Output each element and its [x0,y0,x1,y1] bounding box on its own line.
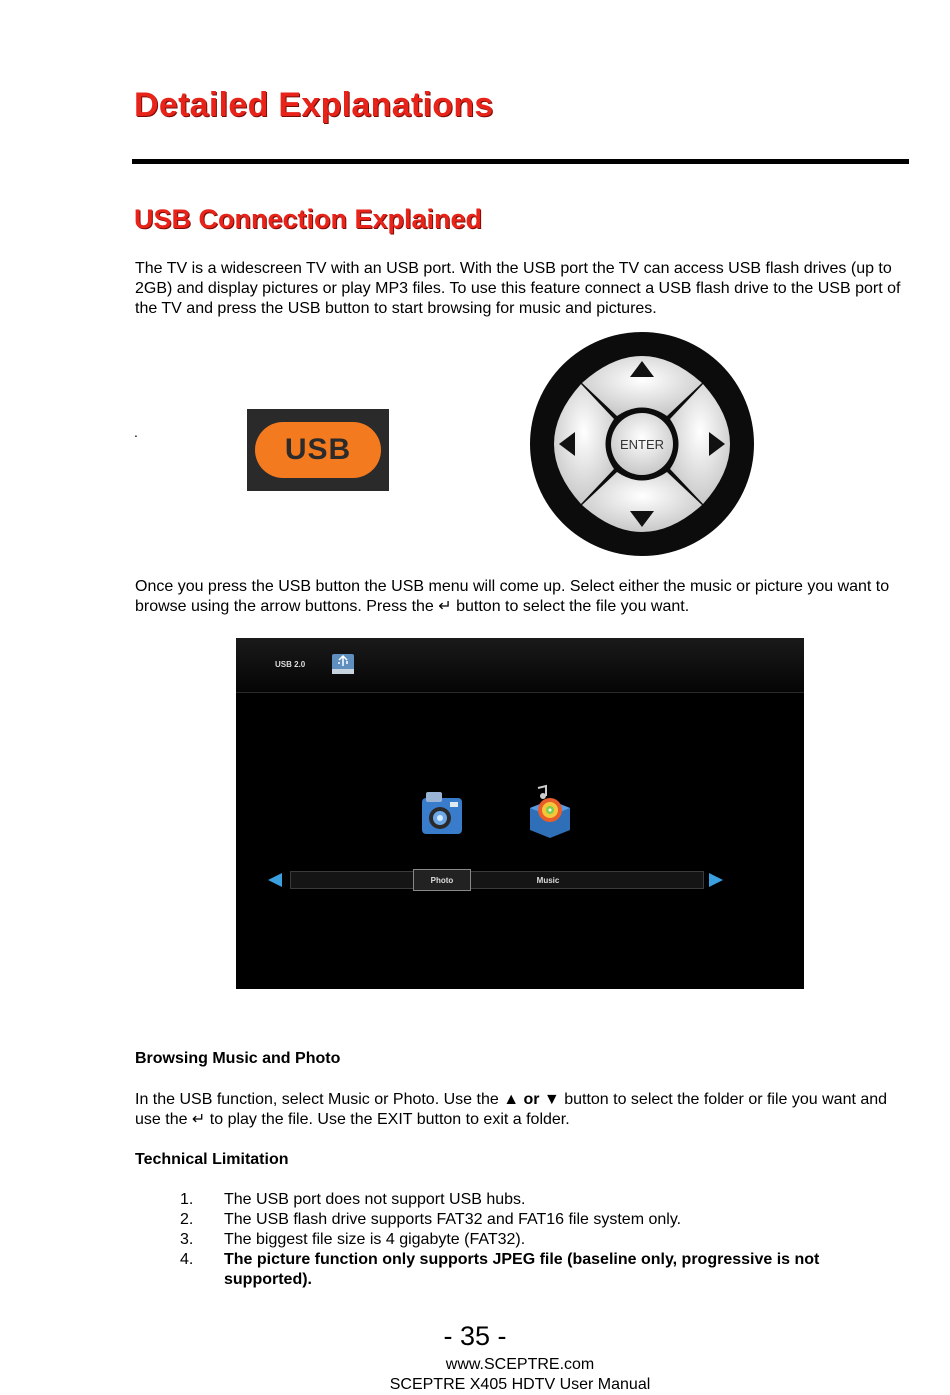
technical-heading: Technical Limitation [135,1151,289,1168]
list-item-number: 1. [180,1191,194,1208]
right-scroll-arrow-icon [707,872,725,888]
music-disc-icon [524,784,576,840]
dpad-remote-image [529,331,755,557]
photo-camera-icon [418,788,466,842]
usb-button [255,422,381,478]
browsing-text-before: In the USB function, select Music or Photo. Use the [135,1091,504,1108]
heading-divider [132,159,909,164]
footer-manual-title: SCEPTRE X405 HDTV User Manual [389,1376,651,1393]
menu-item-music: Music [536,876,560,885]
stray-dot: . [134,424,138,440]
browsing-heading: Browsing Music and Photo [135,1050,341,1067]
list-item-text: The USB flash drive supports FAT32 and FAT16 file system only. [224,1211,682,1228]
page-heading: Detailed Explanations [134,86,494,124]
list-item [180,1210,900,1230]
list-item-text: The biggest file size is 4 gigabyte (FAT32). [224,1231,526,1248]
screen-top-bar [236,638,804,693]
list-item-number: 2. [180,1211,194,1228]
list-item-text: The picture function only supports JPEG file (baseline only, progressive is not supported). [224,1251,820,1288]
technical-list [180,1190,900,1290]
menu-item-photo: Photo [430,876,454,885]
usb-menu-screenshot [236,638,804,989]
usb-button-label: USB [284,433,352,466]
list-item-number: 4. [180,1251,194,1268]
screen-title: USB 2.0 [275,660,306,669]
browsing-text-after: button to select the folder or file you want and use the ↵ to play the file. Use the EXIT button to exit a folder. [135,1091,888,1128]
browsing-paragraph [135,1090,905,1130]
section-title: USB Connection Explained [134,204,483,234]
dpad-enter-label: ENTER [619,437,665,452]
list-item [180,1190,900,1210]
usb-button-image [247,409,389,491]
list-item-text: The USB port does not support USB hubs. [224,1191,526,1208]
menu-bar [290,871,704,889]
footer-website: www.SCEPTRE.com [445,1356,595,1373]
page-number: - 35 - [443,1321,507,1351]
list-item [180,1250,900,1290]
usb-drive-icon [329,652,357,676]
list-item [180,1230,900,1250]
list-item-number: 3. [180,1231,194,1248]
intro-paragraph: The TV is a widescreen TV with an USB port. With the USB port the TV can access USB flash drives (up to 2GB) and display pictures or play MP3 files. To use this feature connect a USB flash drive to the USB port of the TV and press the USB button to start browsing for music and pictures. [135,260,901,317]
left-scroll-arrow-icon [266,872,284,888]
menu-paragraph: Once you press the USB button the USB menu will come up. Select either the music or picture you want to browse using the arrow buttons. Press the ↵ button to select the file you want. [135,578,890,615]
browsing-arrows: ▲ or ▼ [503,1091,560,1108]
